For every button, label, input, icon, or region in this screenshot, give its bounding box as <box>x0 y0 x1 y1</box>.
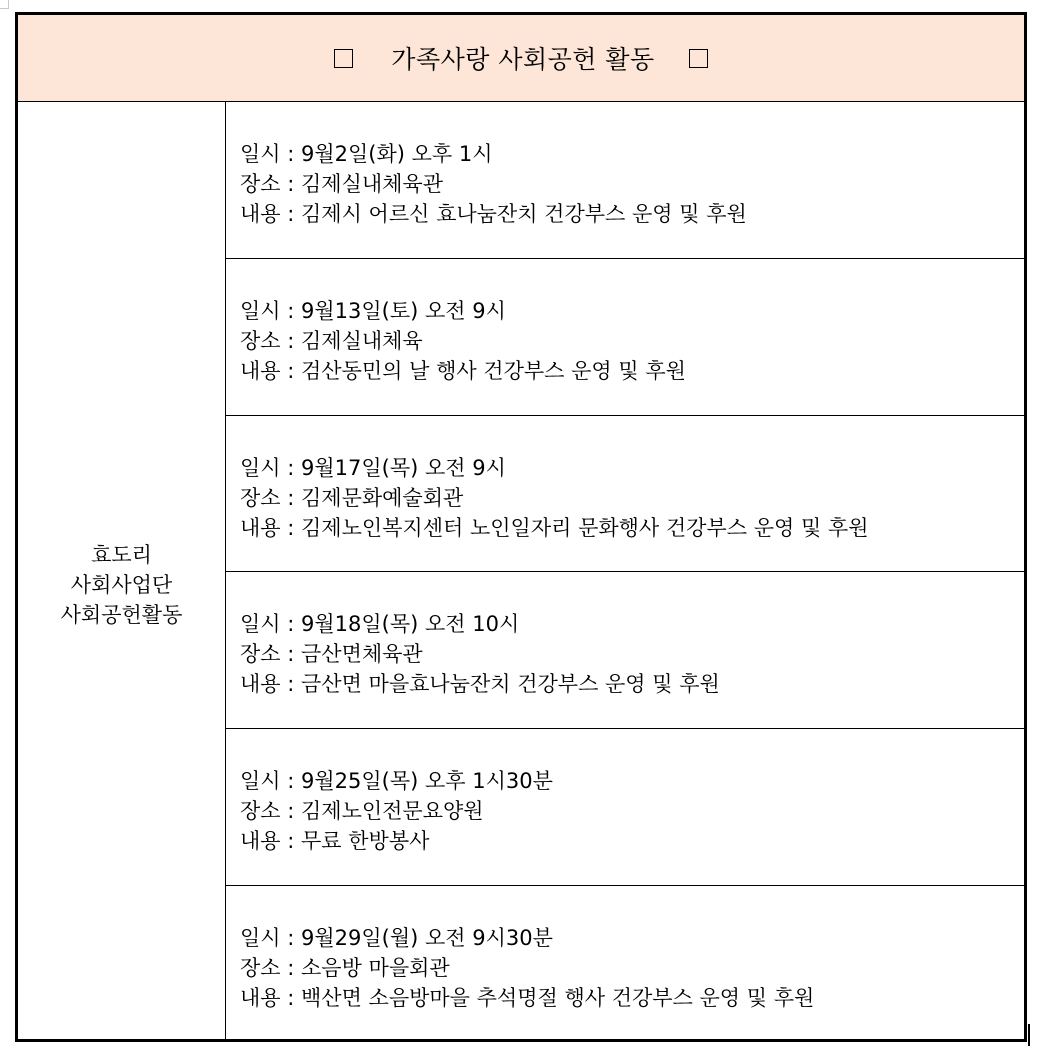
text-cursor <box>1028 1024 1030 1046</box>
activity-list <box>226 102 1024 1039</box>
table-header <box>18 15 1024 102</box>
activity-place: 장소 : 금산면체육관 <box>240 642 423 666</box>
activity-content: 내용 : 금산면 마을효나눔잔치 건강부스 운영 및 후원 <box>240 672 720 696</box>
activity-content: 내용 : 백산면 소음방마을 추석명절 행사 건강부스 운영 및 후원 <box>240 986 815 1010</box>
activity-date: 일시 : 9월17일(목) 오전 9시 <box>240 456 506 480</box>
activity-date: 일시 : 9월25일(목) 오후 1시30분 <box>240 769 553 793</box>
activity-content: 내용 : 검산동민의 날 행사 건강부스 운영 및 후원 <box>240 359 686 383</box>
activity-date: 일시 : 9월18일(목) 오전 10시 <box>240 612 520 636</box>
activity-place: 장소 : 김제실내체육관 <box>240 172 443 196</box>
activity-place: 장소 : 김제문화예술회관 <box>240 486 464 510</box>
activity-row <box>226 102 1024 259</box>
activity-date: 일시 : 9월13일(토) 오전 9시 <box>240 299 506 323</box>
organization-label-line: 사회공헌활동 <box>60 602 183 627</box>
organization-label-line: 효도리 <box>91 542 152 567</box>
activity-date: 일시 : 9월2일(화) 오후 1시 <box>240 142 493 166</box>
activity-content: 내용 : 무료 한방봉사 <box>240 829 430 853</box>
activity-row <box>226 886 1024 1039</box>
organization-cell <box>18 102 226 1039</box>
activity-row <box>226 259 1024 416</box>
activity-place: 장소 : 김제노인전문요양원 <box>240 799 484 823</box>
activity-row <box>226 416 1024 572</box>
activity-content: 내용 : 김제노인복지센터 노인일자리 문화행사 건강부스 운영 및 후원 <box>240 516 869 540</box>
table-title: 가족사랑 사회공헌 활동 <box>391 45 655 74</box>
organization-label-line: 사회사업단 <box>70 572 173 597</box>
square-bullet-icon <box>689 49 708 68</box>
page-corner-mark <box>0 0 9 9</box>
activity-place: 장소 : 소음방 마을회관 <box>240 956 450 980</box>
activity-date: 일시 : 9월29일(월) 오전 9시30분 <box>240 926 553 950</box>
activity-place: 장소 : 김제실내체육 <box>240 329 423 353</box>
activity-row <box>226 729 1024 886</box>
activity-content: 내용 : 김제시 어르신 효나눔잔치 건강부스 운영 및 후원 <box>240 202 747 226</box>
activity-row <box>226 572 1024 729</box>
activity-table <box>15 12 1027 1042</box>
square-bullet-icon <box>334 49 353 68</box>
